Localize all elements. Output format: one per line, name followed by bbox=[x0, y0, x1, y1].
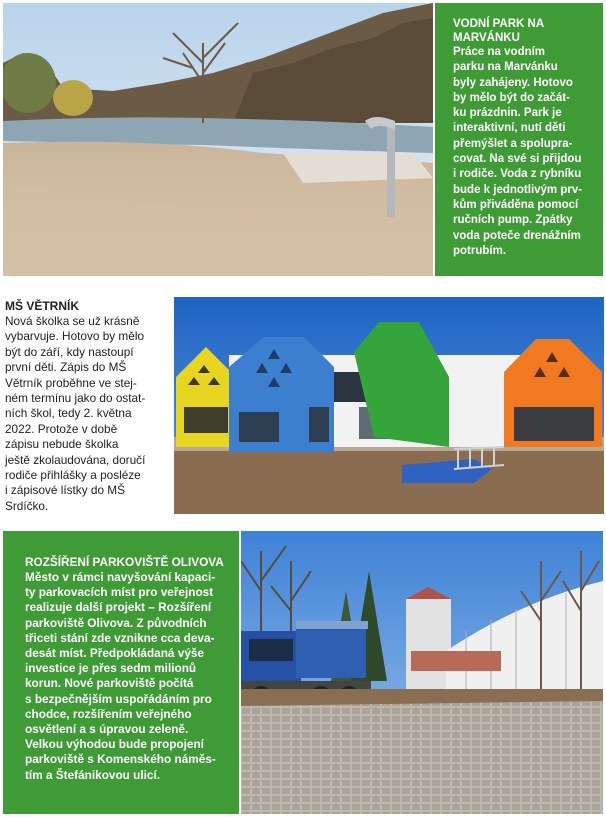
text-line: tím a Štefánikovou ulicí. bbox=[25, 767, 161, 782]
text-line: Velkou výhodou bude propojení bbox=[25, 737, 204, 752]
text-line: korun. Nové parkoviště počítá bbox=[25, 676, 194, 691]
photo-parking-lot bbox=[241, 531, 603, 814]
text-line: bude k jednotlivým prv- bbox=[453, 183, 583, 196]
text-line: ních škol, tedy 2. května bbox=[5, 406, 132, 421]
text-line: být do září, kdy nastoupí bbox=[5, 344, 134, 359]
text-line: 2022. Protože v době bbox=[5, 421, 118, 436]
water-park-title: VODNÍ PARK NA MARVÁNKU bbox=[453, 18, 544, 44]
text-line: přemýšlet a spolupra- bbox=[453, 137, 573, 150]
text-line: chodce, rozšířením veřejného bbox=[25, 706, 192, 721]
text-line: realizuje další projekt – Rozšíření bbox=[25, 600, 212, 615]
text-line: ty parkovacích míst pro veřejnost bbox=[25, 585, 214, 600]
text-line: Větrník proběhne ve stej- bbox=[5, 375, 137, 390]
text-line: potrubím. bbox=[453, 244, 507, 257]
text-line: parkoviště s Komenského náměs- bbox=[25, 752, 216, 767]
text-line: ručních pump. Zpátky bbox=[453, 214, 573, 227]
parking-title: ROZŠÍŘENÍ PARKOVIŠTĚ OLIVOVA bbox=[25, 555, 224, 569]
kindergarten-article bbox=[5, 299, 170, 514]
parking-article bbox=[3, 531, 239, 814]
kindergarten-title: MŠ VĚTRNÍK bbox=[5, 299, 80, 313]
text-line: Nová školka se už krásně bbox=[5, 314, 140, 328]
text-line: voda poteče drenážním bbox=[453, 229, 581, 242]
water-park-article bbox=[435, 3, 603, 276]
text-line: vybarvuje. Hotovo by mělo bbox=[5, 329, 145, 344]
text-line: byly zahájeny. Hotovo bbox=[453, 76, 573, 89]
text-line: by mělo být do začát- bbox=[453, 91, 570, 104]
text-line: ku prázdnin. Park je bbox=[453, 107, 562, 120]
text-line: ještě zkolaudována, doručí bbox=[5, 452, 146, 467]
text-line: i rodiče. Voda z rybníku bbox=[453, 168, 582, 181]
photo-water-park bbox=[3, 3, 433, 276]
text-line: i zápisové lístky do MŠ bbox=[5, 483, 125, 498]
text-line: první děti. Zápis do MŠ bbox=[5, 360, 127, 375]
text-line: parku na Marvánku bbox=[453, 61, 558, 74]
text-line: ném termínu jako do ostat- bbox=[5, 391, 146, 406]
parking-body bbox=[25, 570, 231, 783]
text-line: rodiče přihlášky a posléze bbox=[5, 468, 141, 483]
text-line: třiceti stání zde vznikne cca deva- bbox=[25, 630, 215, 645]
kindergarten-body bbox=[5, 314, 170, 514]
text-line: parkoviště Olivova. Z původních bbox=[25, 615, 207, 630]
text-line: interaktivní, nutí děti bbox=[453, 122, 566, 135]
text-line: Práce na vodním bbox=[453, 46, 546, 58]
text-line: Srdíčko. bbox=[5, 498, 49, 513]
water-park-body bbox=[453, 45, 591, 259]
text-line: desát míst. Předpokládaná výše bbox=[25, 646, 204, 661]
text-line: covat. Na své si přijdou bbox=[453, 153, 582, 166]
text-line: zápisu nebude školka bbox=[5, 437, 119, 452]
text-line: investice je přes sedm milionů bbox=[25, 661, 197, 676]
text-line: Město v rámci navyšování kapaci- bbox=[25, 570, 216, 584]
text-line: kům přiváděna pomocí bbox=[453, 198, 579, 211]
text-line: osvětlení a s úpravou zeleně. bbox=[25, 722, 189, 737]
text-line: s bezpečnějším uspořádáním pro bbox=[25, 691, 212, 706]
photo-kindergarten-building bbox=[174, 297, 604, 514]
